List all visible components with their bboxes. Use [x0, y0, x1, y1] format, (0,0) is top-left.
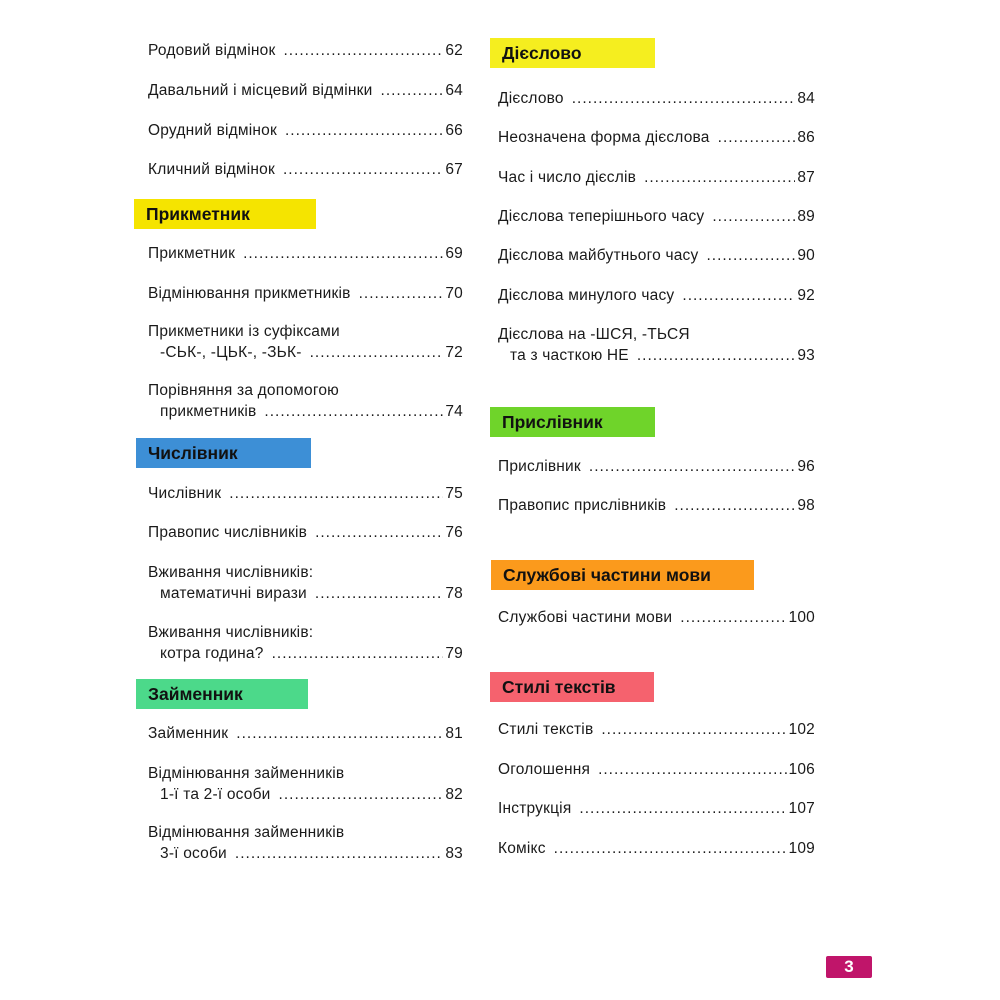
- dot-leader: [272, 643, 444, 664]
- dot-leader: [554, 838, 787, 859]
- entry-page: 96: [797, 458, 815, 475]
- dot-leader: [637, 345, 795, 366]
- toc-entry[interactable]: [498, 838, 815, 859]
- entry-title: Орудний відмінок: [148, 122, 277, 139]
- dot-leader: [644, 167, 795, 188]
- entry-page: 67: [445, 161, 463, 178]
- entry-title-continued: математичні вирази: [160, 585, 307, 602]
- entry-title-continued: 3-ї особи: [160, 845, 227, 862]
- dot-leader: [236, 723, 443, 744]
- dot-leader: [315, 522, 443, 543]
- section-heading-adjective: Прикметник: [134, 199, 316, 229]
- dot-leader: [706, 245, 795, 266]
- toc-entry[interactable]: [498, 285, 815, 306]
- dot-leader: [682, 285, 795, 306]
- entry-title: Правопис числівників: [148, 524, 308, 541]
- entry-title: Правопис прислівників: [498, 497, 667, 514]
- entry-page: 72: [445, 344, 463, 361]
- entry-title: Відмінювання займенників: [148, 824, 345, 841]
- entry-title-continued: -СЬК-, -ЦЬК-, -ЗЬК-: [160, 344, 302, 361]
- entry-page: 107: [788, 800, 815, 817]
- entry-title: Час і число дієслів: [498, 169, 637, 186]
- toc-entry[interactable]: [148, 763, 463, 805]
- entry-title: Комікс: [498, 840, 546, 857]
- toc-entry[interactable]: [148, 243, 463, 264]
- dot-leader: [264, 401, 443, 422]
- toc-entry[interactable]: [148, 522, 463, 543]
- entry-page: 87: [797, 169, 815, 186]
- toc-entry[interactable]: [498, 607, 815, 628]
- entry-title-continued: котра година?: [160, 645, 264, 662]
- entry-title: Стилі текстів: [498, 721, 594, 738]
- section-heading-numeral: Числівник: [136, 438, 311, 468]
- entry-title: Дієслова майбутнього часу: [498, 247, 699, 264]
- toc-entry[interactable]: [498, 167, 815, 188]
- page-number-badge: 3: [826, 956, 872, 978]
- entry-title: Відмінювання прикметників: [148, 285, 351, 302]
- dot-leader: [235, 843, 443, 864]
- dot-leader: [359, 283, 444, 304]
- entry-page: 64: [445, 82, 463, 99]
- dot-leader: [589, 456, 795, 477]
- dot-leader: [572, 88, 796, 109]
- toc-entry[interactable]: [498, 127, 815, 148]
- dot-leader: [315, 583, 443, 604]
- section-heading-adverb: Прислівник: [490, 407, 655, 437]
- entry-title: Оголошення: [498, 761, 591, 778]
- toc-entry[interactable]: [148, 483, 463, 504]
- section-heading-verb: Дієслово: [490, 38, 655, 68]
- entry-title: Дієслова теперішнього часу: [498, 208, 705, 225]
- entry-page: 75: [445, 485, 463, 502]
- dot-leader: [712, 206, 795, 227]
- toc-entry[interactable]: [498, 495, 815, 516]
- entry-page: 62: [445, 42, 463, 59]
- entry-title: Займенник: [148, 725, 229, 742]
- entry-title: Прикметники із суфіксами: [148, 323, 340, 340]
- entry-page: 98: [797, 497, 815, 514]
- section-heading-function-words: Службові частини мови: [491, 560, 754, 590]
- dot-leader: [229, 483, 443, 504]
- dot-leader: [243, 243, 443, 264]
- toc-entry[interactable]: [148, 822, 463, 864]
- entry-title-continued: та з часткою НЕ: [510, 347, 629, 364]
- entry-page: 74: [445, 403, 463, 420]
- section-heading-pronoun: Займенник: [136, 679, 308, 709]
- entry-page: 83: [445, 845, 463, 862]
- dot-leader: [579, 798, 786, 819]
- entry-page: 86: [797, 129, 815, 146]
- section-heading-text-styles: Стилі текстів: [490, 672, 654, 702]
- toc-entry[interactable]: [498, 88, 815, 109]
- toc-entry[interactable]: [148, 622, 463, 664]
- dot-leader: [680, 607, 786, 628]
- entry-page: 109: [788, 840, 815, 857]
- entry-page: 76: [445, 524, 463, 541]
- entry-title: Порівняння за допомогою: [148, 382, 339, 399]
- entry-title-continued: прикметників: [160, 403, 257, 420]
- toc-entry[interactable]: [148, 723, 463, 744]
- entry-title: Числівник: [148, 485, 222, 502]
- dot-leader: [283, 159, 443, 180]
- entry-page: 84: [797, 90, 815, 107]
- toc-entry[interactable]: [498, 456, 815, 477]
- entry-title: Кличний відмінок: [148, 161, 275, 178]
- dot-leader: [283, 40, 443, 61]
- entry-page: 81: [445, 725, 463, 742]
- entry-title: Інструкція: [498, 800, 572, 817]
- entry-page: 90: [797, 247, 815, 264]
- entry-page: 100: [788, 609, 815, 626]
- toc-entry[interactable]: [498, 798, 815, 819]
- entry-title: Дієслова минулого часу: [498, 287, 675, 304]
- entry-page: 78: [445, 585, 463, 602]
- toc-entry[interactable]: [498, 719, 815, 740]
- entry-page: 82: [445, 786, 463, 803]
- entry-page: 102: [788, 721, 815, 738]
- toc-entry[interactable]: [498, 245, 815, 266]
- toc-entry[interactable]: [148, 562, 463, 604]
- dot-leader: [310, 342, 444, 363]
- entry-page: 93: [797, 347, 815, 364]
- toc-entry[interactable]: [498, 206, 815, 227]
- entry-title: Прислівник: [498, 458, 581, 475]
- entry-title: Службові частини мови: [498, 609, 673, 626]
- toc-entry[interactable]: [148, 80, 463, 101]
- toc-entry[interactable]: [148, 321, 463, 363]
- dot-leader: [718, 127, 796, 148]
- entry-page: 70: [445, 285, 463, 302]
- entry-title: Відмінювання займенників: [148, 765, 345, 782]
- entry-title: Давальний і місцевий відмінки: [148, 82, 373, 99]
- entry-title-continued: 1-ї та 2-ї особи: [160, 786, 271, 803]
- entry-page: 79: [445, 645, 463, 662]
- toc-entry[interactable]: [498, 759, 815, 780]
- toc-entry[interactable]: [498, 324, 815, 366]
- entry-title: Дієслово: [498, 90, 564, 107]
- entry-page: 89: [797, 208, 815, 225]
- dot-leader: [381, 80, 444, 101]
- dot-leader: [598, 759, 786, 780]
- dot-leader: [674, 495, 795, 516]
- entry-title: Родовий відмінок: [148, 42, 276, 59]
- toc-entry[interactable]: [148, 283, 463, 304]
- entry-page: 69: [445, 245, 463, 262]
- toc-entry[interactable]: [148, 40, 463, 61]
- entry-page: 66: [445, 122, 463, 139]
- entry-page: 92: [797, 287, 815, 304]
- entry-title: Вживання числівників:: [148, 564, 314, 581]
- entry-title: Неозначена форма дієслова: [498, 129, 710, 146]
- entry-title: Дієслова на -ШСЯ, -ТЬСЯ: [498, 326, 690, 343]
- entry-title: Вживання числівників:: [148, 624, 314, 641]
- toc-entry[interactable]: [148, 380, 463, 422]
- entry-page: 106: [788, 761, 815, 778]
- dot-leader: [279, 784, 444, 805]
- toc-entry[interactable]: [148, 120, 463, 141]
- dot-leader: [285, 120, 443, 141]
- dot-leader: [601, 719, 786, 740]
- toc-entry[interactable]: [148, 159, 463, 180]
- entry-title: Прикметник: [148, 245, 236, 262]
